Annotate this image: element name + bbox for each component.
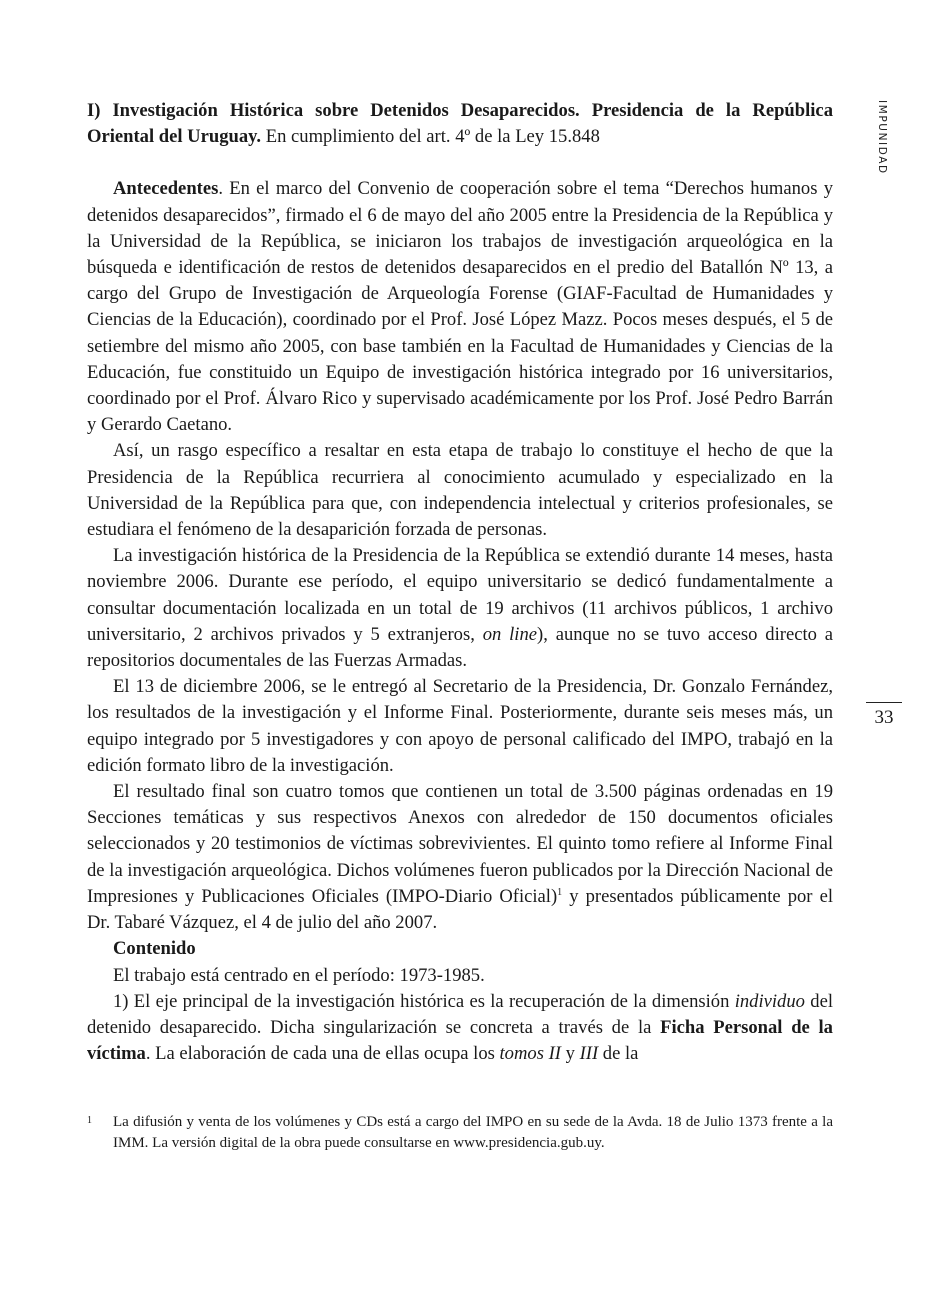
paragraph-antecedentes <box>87 176 833 438</box>
paragraph-text: El resultado final son cuatro tomos que contienen un total de 3.500 páginas ordenadas en 19 Secciones temáticas y sus respectivos Anexos con alrededor de 150 documentos oficiales seleccionados y 20 testimonios de víctimas sobrevivientes. El quinto tomo refiere al Informe Final de la investigación arqueológica. Dichos volúmenes fueron publicados por la Dirección Nacional de Impresiones y Publicaciones Oficiales (IMPO-Diario Oficial) <box>87 781 833 907</box>
paragraph-text: . En el marco del Convenio de cooperación sobre el tema “Derechos humanos y detenidos desaparecidos”, firmado el 6 de mayo del año 2005 entre la Presidencia de la República y la Universidad de la República, se iniciaron los trabajos de investigación arqueológica en la búsqueda e identificación de restos de detenidos desaparecidos en el predio del Batallón Nº 13, a cargo del Grupo de Investigación de Arqueología Forense (GIAF-Facultad de Humanidades y Ciencias de la Educación), coordinado por el Prof. José López Mazz. Pocos meses después, el 5 de setiembre del mismo año 2005, con base también en la Facultad de Humanidades y Ciencias de la Educación, fue constituido un Equipo de investigación histórica integrado por 16 universitarios, coordinado por el Prof. Álvaro Rico y supervisado académicamente por los Prof. José Pedro Barrán y Gerardo Caetano. <box>87 178 833 436</box>
running-header-label: IMPUNIDAD <box>876 100 888 175</box>
paragraph-text: de la <box>598 1043 639 1065</box>
paragraph-text: del detenido desaparecido. Dicha singularización se concreta a través de la <box>87 990 833 1038</box>
italic-text: III <box>579 1043 599 1065</box>
main-text <box>87 98 833 1067</box>
paragraph-5 <box>87 779 833 936</box>
paragraph-2: Así, un rasgo específico a resaltar en esta etapa de trabajo lo constituye el hecho de que la Presidencia de la República recurriera al conocimiento acumulado y especializado en la Universidad de la República para que, con independencia intelectual y criterios profesionales, se estudiara el fenómeno de la desaparición forzada de personas. <box>87 440 833 541</box>
paragraph-6: El trabajo está centrado en el período: 1973-1985. <box>113 964 485 986</box>
footnote <box>87 1112 833 1154</box>
italic-text: on line <box>482 623 538 645</box>
subheading-text: Contenido <box>113 938 196 960</box>
section-heading-rest: En cumplimiento del art. 4º de la Ley 15.848 <box>261 126 600 148</box>
section-heading-bold: I) Investigación Histórica sobre Detenidos Desaparecidos. Presidencia de la República Oriental del Uruguay. <box>87 100 833 148</box>
page-number-rule <box>866 702 902 703</box>
italic-text: tomos II <box>499 1043 561 1065</box>
paragraph-text: y <box>560 1043 580 1065</box>
antecedentes-label: Antecedentes <box>113 178 219 200</box>
paragraph-text: La investigación histórica de la Presidencia de la República se extendió durante 14 meses, hasta noviembre 2006. Durante ese período, el equipo universitario se dedicó fundamentalmente a consultar documentación localizada en un total de 19 archivos (11 archivos públicos, 1 archivo universitario, 2 archivos privados y 5 extranjeros, <box>87 545 833 645</box>
paragraph-4: El 13 de diciembre 2006, se le entregó al Secretario de la Presidencia, Dr. Gonzalo Fernández, los resultados de la investigación y el Informe Final. Posteriormente, durante seis meses más, un equipo integrado por 5 investigadores y con apoyo de personal calificado del IMPO, trabajó en la edición formato libro de la investigación. <box>87 676 833 776</box>
page-number: 33 <box>874 707 894 728</box>
paragraph-7 <box>87 989 833 1068</box>
footnote-mark: 1 <box>87 1115 92 1126</box>
paragraph-3 <box>87 543 833 674</box>
footnote-text: La difusión y venta de los volúmenes y CDs está a cargo del IMPO en su sede de la Avda. 18 de Julio 1373 frente a la IMM. La versión digital de la obra puede consultarse en www.presidencia.gub.uy. <box>113 1114 833 1151</box>
paragraph-text: ), aunque no se tuvo acceso directo a repositorios documentales de las Fuerzas Armadas. <box>87 623 834 672</box>
paragraph-text: y presentados públicamente por el Dr. Tabaré Vázquez, el 4 de julio del año 2007. <box>87 885 833 934</box>
subheading-contenido <box>87 936 833 962</box>
footnote-reference: 1 <box>557 886 563 898</box>
bold-text: Ficha Personal de la víctima <box>87 1016 833 1065</box>
italic-text: individuo <box>734 990 805 1012</box>
paragraph-text: 1) El eje principal de la investigación histórica es la recuperación de la dimensión <box>113 990 735 1012</box>
section-heading <box>87 98 833 150</box>
paragraph-text: . La elaboración de cada una de ellas ocupa los <box>145 1043 500 1065</box>
